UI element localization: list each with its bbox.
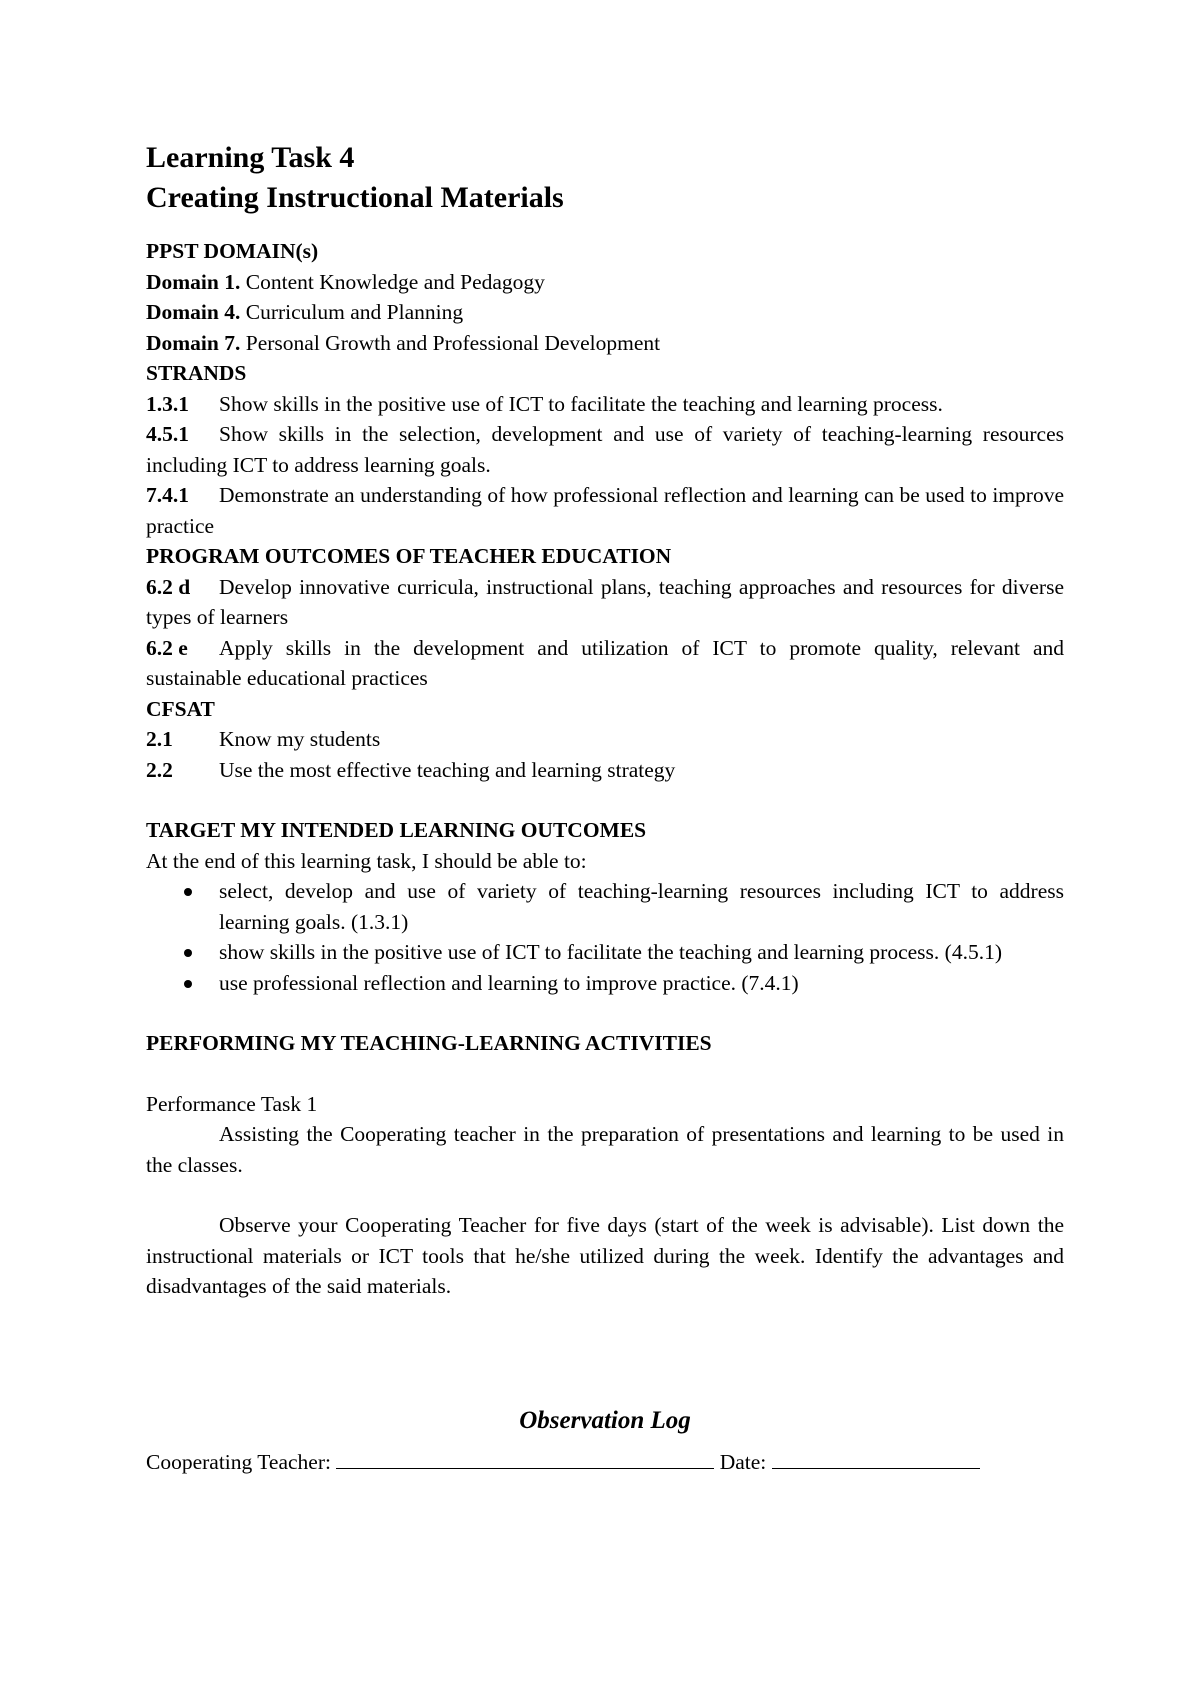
cooperating-teacher-label: Cooperating Teacher: — [146, 1450, 331, 1474]
cfsat-text: Know my students — [219, 727, 381, 751]
strands-heading: STRANDS — [146, 361, 247, 385]
domain-text: Content Knowledge and Pedagogy — [245, 269, 545, 294]
bullet-text: show skills in the positive use of ICT to facilitate the teaching and learning process. (4.5.1) — [219, 940, 1002, 964]
strand-code: 1.3.1 — [146, 391, 189, 416]
strand-code: 7.4.1 — [146, 483, 189, 507]
outcome-text: Apply skills in the development and utilization of ICT to promote quality, relevant and sustainable educational practices — [146, 635, 1064, 690]
cfsat-heading: CFSAT — [146, 696, 215, 721]
target-heading: TARGET MY INTENDED LEARNING OUTCOMES — [146, 818, 647, 842]
cfsat-item — [146, 755, 1064, 786]
document-page — [146, 138, 1064, 1478]
domain-label: Domain 4. — [146, 300, 241, 324]
task-paragraph-1: Assisting the Cooperating teacher in the preparation of presentations and learning to be used in the classes. — [146, 1122, 1064, 1177]
date-label: Date: — [719, 1450, 767, 1474]
domain-row — [146, 297, 1064, 328]
bullet-icon — [184, 949, 192, 957]
list-item — [146, 876, 1064, 937]
spacer — [146, 1180, 1064, 1210]
list-item — [146, 968, 1064, 999]
domain-label: Domain 1. — [146, 269, 241, 294]
strand-item — [146, 480, 1064, 541]
bullet-icon — [184, 888, 192, 896]
list-item — [146, 937, 1064, 968]
cfsat-item — [146, 724, 1064, 755]
spacer — [146, 785, 1064, 815]
bullet-text: use professional reflection and learning to improve practice. (7.4.1) — [219, 970, 799, 995]
domain-text: Curriculum and Planning — [245, 300, 464, 324]
task-paragraph-2: Observe your Cooperating Teacher for five days (start of the week is advisable). List down the instructional materials or ICT tools that he/she utilized during the week. Identify the advantages and disadvantages of the said materials. — [146, 1213, 1064, 1298]
spacer — [146, 1059, 1064, 1089]
outcome-text: Develop innovative curricula, instructional plans, teaching approaches and resources for diverse types of learners — [146, 574, 1064, 629]
bullet-icon — [184, 980, 192, 988]
outcome-code: 6.2 e — [146, 635, 188, 660]
domain-text: Personal Growth and Professional Development — [245, 330, 661, 355]
cfsat-text: Use the most effective teaching and learning strategy — [219, 757, 676, 782]
cfsat-code: 2.1 — [146, 727, 173, 751]
domain-row — [146, 267, 1064, 298]
domain-label: Domain 7. — [146, 330, 241, 355]
strand-text: Show skills in the positive use of ICT to facilitate the teaching and learning process. — [219, 391, 943, 416]
program-outcome-item — [146, 633, 1064, 694]
title-line-1: Learning Task 4 — [146, 141, 355, 174]
program-outcomes-heading: PROGRAM OUTCOMES OF TEACHER EDUCATION — [146, 544, 672, 568]
cooperating-teacher-field[interactable] — [336, 1446, 714, 1469]
date-field[interactable] — [772, 1446, 980, 1469]
program-outcome-item — [146, 572, 1064, 633]
target-intro: At the end of this learning task, I should be able to: — [146, 848, 587, 873]
observation-log-title: Observation Log — [519, 1406, 691, 1434]
strand-text: Demonstrate an understanding of how professional reflection and learning can be used to improve practice — [146, 483, 1064, 538]
cfsat-code: 2.2 — [146, 757, 173, 782]
performance-task-label: Performance Task 1 — [146, 1091, 318, 1116]
strand-item — [146, 389, 1064, 420]
strand-code: 4.5.1 — [146, 422, 189, 446]
domain-row — [146, 328, 1064, 359]
activities-heading: PERFORMING MY TEACHING-LEARNING ACTIVITIES — [146, 1031, 712, 1055]
bullet-text: select, develop and use of variety of teaching-learning resources including ICT to address learning goals. (1.3.1) — [219, 879, 1064, 934]
ppst-heading: PPST DOMAIN(s) — [146, 239, 319, 263]
title-block — [146, 138, 1064, 218]
strand-text: Show skills in the selection, development and use of variety of teaching-learning resources including ICT to address learning goals. — [146, 422, 1064, 477]
outcome-code: 6.2 d — [146, 574, 191, 599]
target-list — [146, 876, 1064, 998]
title-line-2: Creating Instructional Materials — [146, 181, 564, 214]
spacer — [146, 998, 1064, 1028]
observation-log-fields — [146, 1446, 1064, 1478]
strand-item — [146, 419, 1064, 480]
